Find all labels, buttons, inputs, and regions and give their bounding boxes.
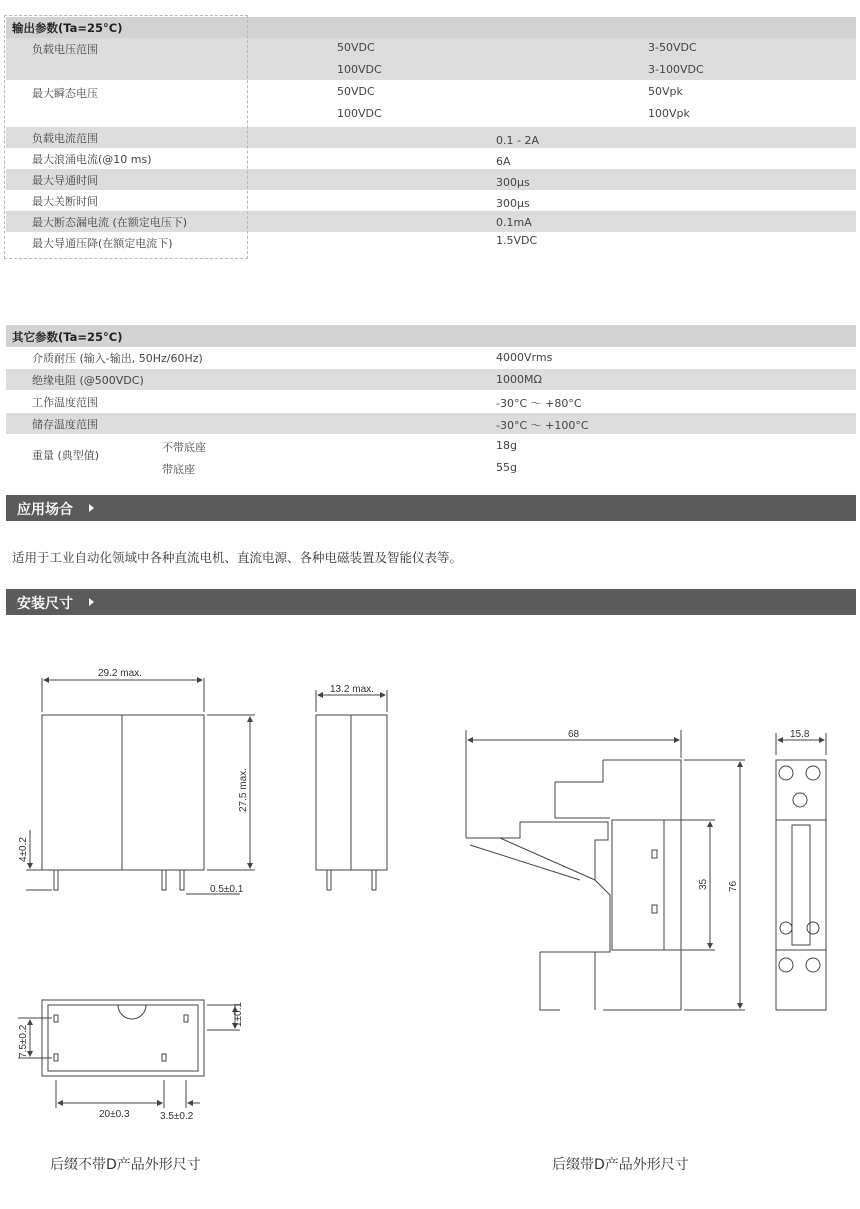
dim-text: 3.5±0.2 [160, 1111, 194, 1122]
dim-text: 27.5 max. [238, 768, 249, 812]
row-label: 介质耐压 (输入-输出, 50Hz/60Hz) [32, 352, 203, 365]
socket-side-drawing [466, 730, 745, 1010]
row-label: 最大导通时间 [32, 174, 98, 187]
dim-text: 15.8 [790, 729, 810, 740]
row-value: 300μs [496, 176, 530, 189]
row-label: 最大断态漏电流 (在额定电压下) [32, 216, 188, 229]
row-value: 3-50VDC [648, 41, 697, 54]
dim-text: 20±0.3 [99, 1109, 130, 1120]
row-value: 100VDC [337, 107, 382, 120]
row-sublabel: 带底座 [162, 463, 195, 476]
side-view-drawing [316, 690, 387, 890]
row-value: 100VDC [337, 63, 382, 76]
row-value: 4000Vrms [496, 351, 553, 364]
row-value: 0.1 - 2A [496, 134, 539, 147]
row-value: 55g [496, 461, 517, 474]
row-value: 100Vpk [648, 107, 690, 120]
row-sublabel: 不带底座 [162, 441, 206, 454]
row-label: 最大关断时间 [32, 195, 98, 208]
application-text: 适用于工业自动化领域中各种直流电机、直流电源、各种电磁装置及智能仪表等。 [12, 550, 463, 565]
right-caption: 后缀带D产品外形尺寸 [552, 1157, 689, 1173]
other-params-title: 其它参数(Ta=25°C) [12, 330, 123, 344]
dim-text: 29.2 max. [98, 668, 142, 679]
row-value: 50VDC [337, 85, 375, 98]
row-value: 50VDC [337, 41, 375, 54]
row-value: 50Vpk [648, 85, 683, 98]
dim-text: 13.2 max. [330, 684, 374, 695]
row-label: 最大瞬态电压 [32, 87, 98, 100]
row-value: 3-100VDC [648, 63, 704, 76]
dim-text: 1±0.1 [233, 1002, 244, 1027]
dim-text: 4±0.2 [18, 837, 29, 862]
front-view-drawing [26, 678, 255, 894]
row-label: 负载电压范围 [32, 43, 98, 56]
dim-text: 35 [698, 878, 709, 890]
dim-text: 76 [728, 880, 739, 892]
row-label: 最大浪涌电流(@10 ms) [32, 153, 152, 166]
dim-text: 7.5±0.2 [18, 1024, 29, 1058]
output-params-title: 输出参数(Ta=25°C) [12, 21, 123, 35]
dim-text: 68 [568, 729, 580, 740]
row-label: 重量 (典型值) [32, 449, 100, 462]
row-value: 6A [496, 155, 511, 168]
row-label: 工作温度范围 [32, 396, 98, 409]
row-label: 绝缘电阻 (@500VDC) [32, 374, 144, 387]
left-caption: 后缀不带D产品外形尺寸 [50, 1157, 201, 1173]
dimensions-title: 安装尺寸 [17, 596, 73, 612]
row-label: 储存温度范围 [32, 418, 98, 431]
row-value: 300μs [496, 197, 530, 210]
row-label: 负载电流范围 [32, 132, 98, 145]
row-value: 1000MΩ [496, 373, 542, 386]
row-value: 0.1mA [496, 216, 532, 229]
socket-front-drawing [776, 733, 826, 1010]
row-value: -30°C ～ +100°C [496, 419, 589, 432]
dim-text: 0.5±0.1 [210, 884, 244, 895]
row-value: 1.5VDC [496, 234, 538, 247]
row-value: 18g [496, 439, 517, 452]
bottom-view-drawing [18, 1000, 240, 1108]
row-value: -30°C ～ +80°C [496, 397, 582, 410]
row-label: 最大导通压降(在额定电流下) [32, 237, 173, 250]
application-title: 应用场合 [17, 502, 73, 518]
